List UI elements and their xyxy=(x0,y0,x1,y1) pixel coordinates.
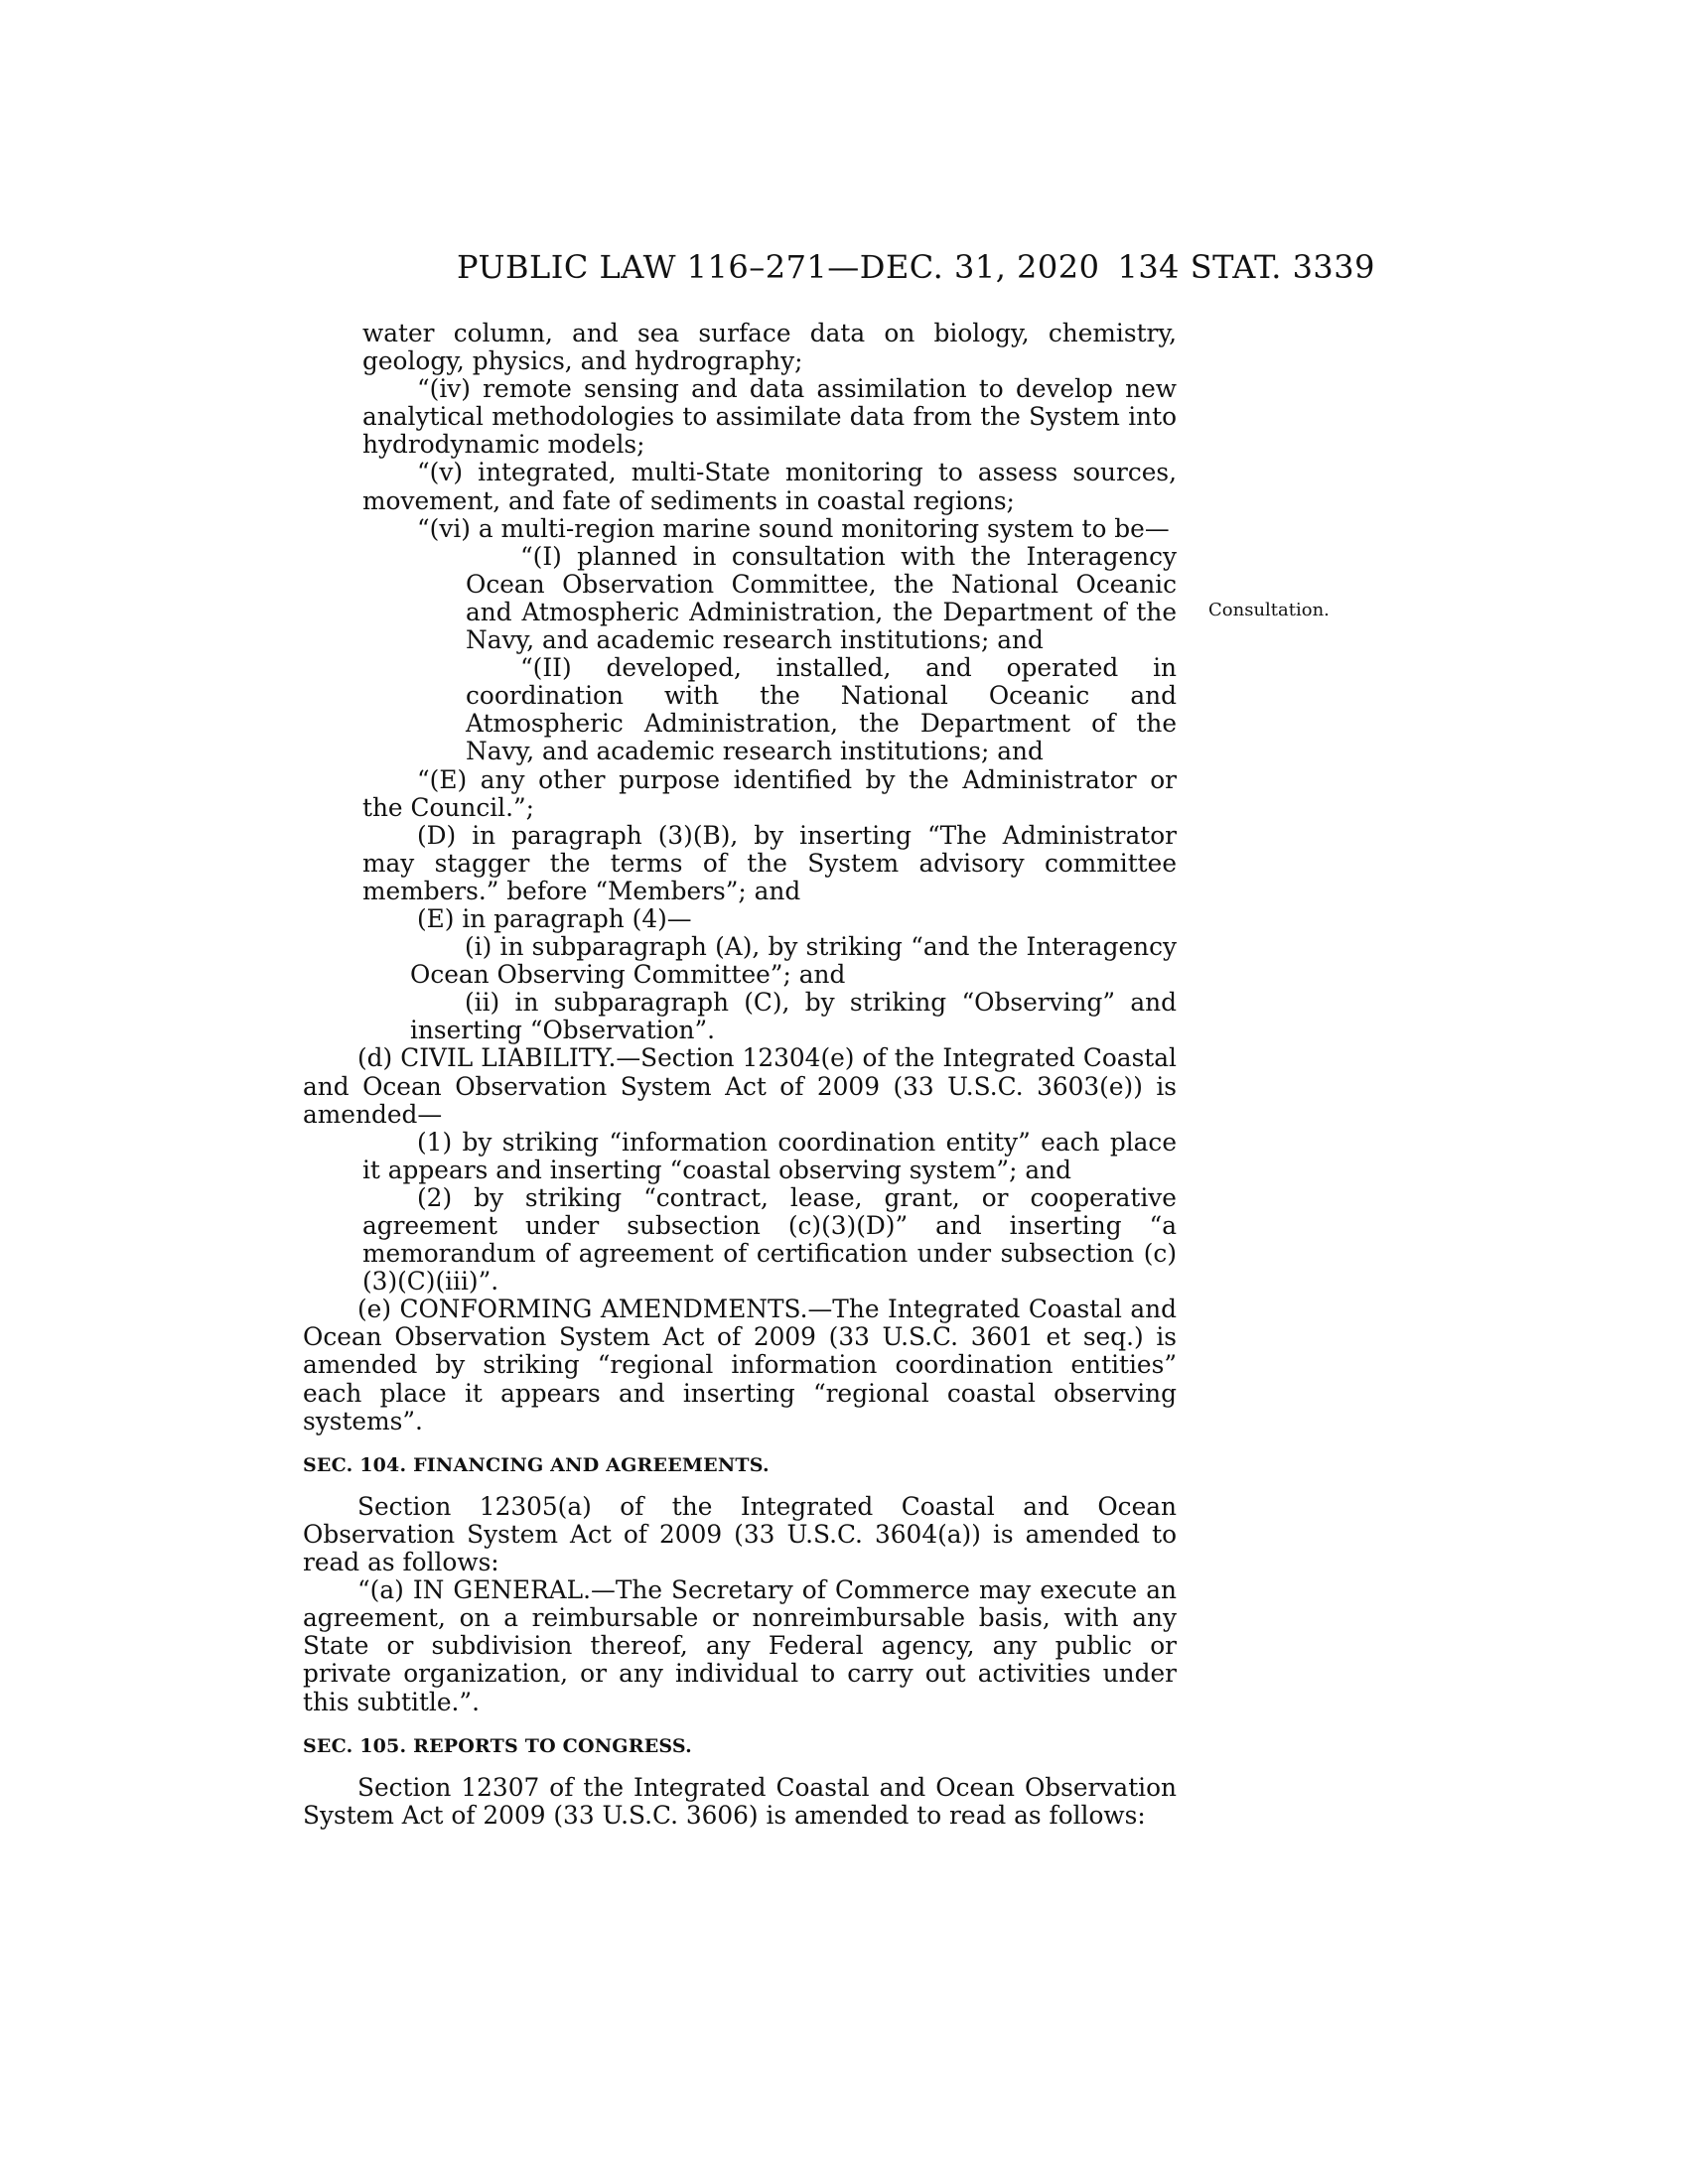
document-body xyxy=(303,320,1177,1830)
paragraph: “(E) any other purpose identified by the Administrator or the Council.”; xyxy=(362,764,1177,822)
paragraph: “(iv) remote sensing and data assimilation to develop new analytical methodologies to assimilate data from the System into hydrodynamic models; xyxy=(362,374,1177,460)
paragraph: Section 12307 of the Integrated Coastal and Ocean Observation System Act of 2009 (33 U.S.C. 3606) is amended to read as follows: xyxy=(303,1772,1177,1830)
paragraph: “(II) developed, installed, and operated in coordination with the National Oceanic and Atmospheric Administration, the Department of the Navy, and academic research institutions; and xyxy=(466,653,1177,766)
section-heading: SEC. 105. REPORTS TO CONGRESS. xyxy=(303,1734,692,1757)
paragraph: (ii) in subparagraph (C), by striking “Observing” and inserting “Observation”. xyxy=(410,988,1177,1045)
stat-page-number: 134 STAT. 3339 xyxy=(1117,248,1375,286)
paragraph: Section 12305(a) of the Integrated Coastal and Ocean Observation System Act of 2009 (33 U.S.C. 3604(a)) is amended to read as follows: xyxy=(303,1491,1177,1577)
paragraph: “(a) IN GENERAL.—The Secretary of Commerce may execute an agreement, on a reimbursable or nonreimbursable basis, with any State or subdivision thereof, any Federal agency, any public or private organization, or any individual to carry out activities under this subtitle.”. xyxy=(303,1575,1177,1716)
paragraph: (D) in paragraph (3)(B), by inserting “The Administrator may stagger the terms of the System advisory committee members.” before “Members”; and xyxy=(362,820,1177,905)
section-heading: SEC. 104. FINANCING AND AGREEMENTS. xyxy=(303,1453,770,1476)
margin-note: Consultation. xyxy=(1208,600,1330,620)
paragraph: (E) in paragraph (4)— xyxy=(417,903,692,933)
paragraph: (1) by striking “information coordination entity” each place it appears and inserting “coastal observing system”; and xyxy=(362,1127,1177,1184)
law-citation: PUBLIC LAW 116–271—DEC. 31, 2020 xyxy=(457,248,1100,286)
paragraph: “(I) planned in consultation with the Interagency Ocean Observation Committee, the National Oceanic and Atmospheric Administration, the Department of the Navy, and academic research institutions; and xyxy=(466,541,1177,655)
page-header xyxy=(457,248,1375,288)
paragraph: (d) CIVIL LIABILITY.—Section 12304(e) of the Integrated Coastal and Ocean Observation System Act of 2009 (33 U.S.C. 3603(e)) is amended— xyxy=(303,1043,1177,1129)
paragraph: “(vi) a multi-region marine sound monitoring system to be— xyxy=(417,513,1170,543)
paragraph: (i) in subparagraph (A), by striking “and the Interagency Ocean Observing Committee”; and xyxy=(410,932,1177,990)
paragraph: (e) CONFORMING AMENDMENTS.—The Integrated Coastal and Ocean Observation System Act of 2009 (33 U.S.C. 3601 et seq.) is amended by striking “regional information coordination entities” each place it appears and inserting “regional coastal observing systems”. xyxy=(303,1295,1177,1435)
paragraph: (2) by striking “contract, lease, grant, or cooperative agreement under subsection (c)(3)(D)” and inserting “a memorandum of agreement of certification under subsection (c)(3)(C)(iii)”. xyxy=(362,1182,1177,1297)
paragraph: “(v) integrated, multi-State monitoring to assess sources, movement, and fate of sediments in coastal regions; xyxy=(362,458,1177,515)
paragraph: water column, and sea surface data on biology, chemistry, geology, physics, and hydrography; xyxy=(362,319,1177,376)
